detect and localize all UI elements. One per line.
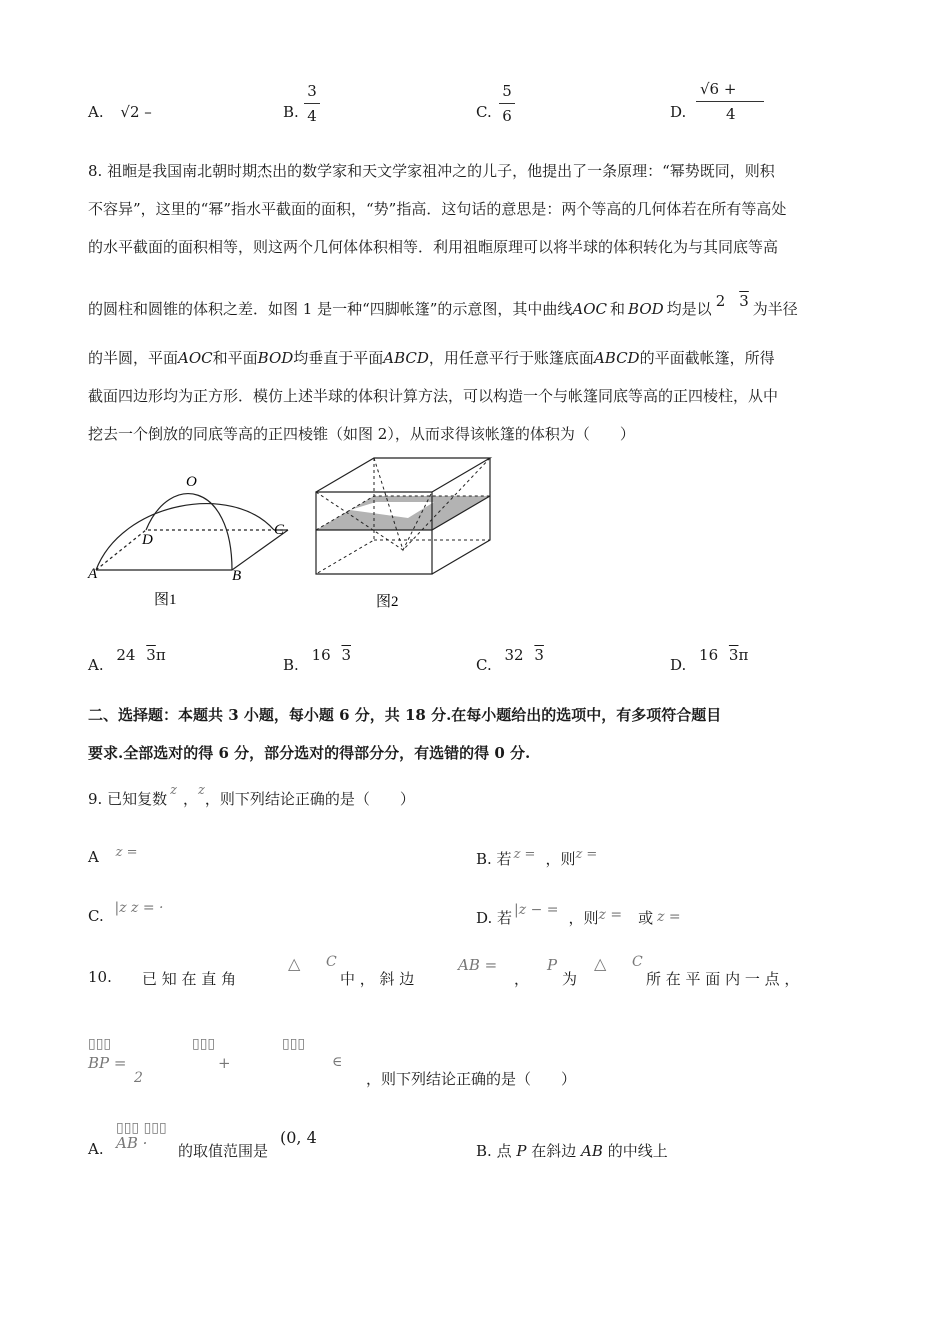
q8-line-7: 挖去一个倒放的同底等高的正四棱锥（如图 2），从而求得该帐篷的体积为（ ） xyxy=(88,425,635,443)
numerator: 3 xyxy=(307,82,317,100)
q10-triangle-1: △ xyxy=(288,954,301,973)
label-o: O xyxy=(186,474,197,490)
figure-2-prism xyxy=(308,450,498,610)
q8-line-1: 8. 祖暅是我国南北朝时期杰出的数学家和天文学家祖冲之的儿子，他提出了一条原理：“幂势既同，则积 xyxy=(88,162,775,180)
radius-value: 2 3 xyxy=(715,292,749,310)
q10-stem-a: 已 知 在 直 角 xyxy=(142,970,237,988)
q10-option-a-range: (0, 4 xyxy=(280,1128,317,1147)
figure-1-tent xyxy=(82,462,302,612)
numerator: √6 + xyxy=(700,80,737,98)
q10-stem-b: 中 ， 斜 边 xyxy=(340,970,415,988)
q10-c-2: C xyxy=(632,954,643,970)
q10-vector-mark-1: ▯▯▯ xyxy=(88,1036,112,1052)
q8-option-a: A. 24 3π xyxy=(88,646,166,674)
q9-option-c: C. |z z = · xyxy=(88,900,164,925)
base-front-edges xyxy=(96,530,288,570)
q8-line-4: 的圆柱和圆锥的体积之差．如图 1 是一种“四脚帐篷”的示意图，其中曲线AOC 和 BOD 均是以 2 3 为半径 xyxy=(88,292,798,318)
q7-option-d-fraction xyxy=(696,80,764,123)
label-b: B xyxy=(232,568,242,584)
q10-stem-d: 为 xyxy=(562,970,578,988)
denominator: 4 xyxy=(726,105,736,123)
denominator: 6 xyxy=(502,107,512,125)
q8-line-6: 截面四边形均为正方形．模仿上述半球的体积计算方法，可以构造一个与帐篷同底等高的正四棱柱，从中 xyxy=(88,387,779,405)
q10-vector-mark-3: ▯▯▯ xyxy=(282,1036,306,1052)
q8-line-2: 不容异”，这里的“幂”指水平截面的面积，“势”指高．这句话的意思是：两个等高的几何体若在所有等高处 xyxy=(88,200,787,218)
q10-vector-mark-2: ▯▯▯ xyxy=(192,1036,216,1052)
q7-option-a: A. √2 – xyxy=(88,103,152,121)
q7-option-c-label: C. xyxy=(476,103,492,121)
q10-option-a: A. xyxy=(88,1140,104,1158)
q8-line-3: 的水平截面的面积相等，则这两个几何体体积相等．利用祖暅原理可以将半球的体积转化为与其同底等高 xyxy=(88,238,779,256)
q10-point-p: P xyxy=(547,956,558,974)
section-2-heading-line-1: 二、选择题：本题共 3 小题，每小题 6 分，共 18 分.在每小题给出的选项中，有多项符合题目 xyxy=(88,706,722,724)
label-d: D xyxy=(142,532,153,548)
figure-2-caption: 图2 xyxy=(376,594,399,610)
fraction-bar xyxy=(499,103,515,104)
q10-in: ∈ xyxy=(332,1054,343,1070)
figure-1-caption: 图1 xyxy=(154,592,177,608)
curve-aoc xyxy=(96,504,274,570)
q7-option-b-label: B. xyxy=(283,103,299,121)
q10-ab-length: AB = xyxy=(458,956,498,974)
q8-option-d: D. 16 3π xyxy=(670,646,749,674)
label-c: C xyxy=(274,522,285,538)
q9-option-b: B. 若 z = ，则z = xyxy=(476,847,598,868)
q9-stem: 9. 已知复数 z ，z，则下列结论正确的是（ ） xyxy=(88,783,415,808)
q8-option-c: C. 32 3 xyxy=(476,646,544,674)
q10-number: 10. xyxy=(88,968,112,986)
q10-option-b: B. 点 P 在斜边 AB 的中线上 xyxy=(476,1142,668,1160)
q10-stem-e: 所 在 平 面 内 一 点 ， xyxy=(646,970,800,988)
prism-top-edges xyxy=(316,458,490,492)
q7-option-a-expr: √2 – xyxy=(120,103,152,121)
fraction-bar xyxy=(304,103,320,104)
q10-option-a-marks: ▯▯▯ ▯▯▯ xyxy=(116,1120,167,1136)
q10-c-1: C xyxy=(326,954,337,970)
q8-option-b: B. 16 3 xyxy=(283,646,351,674)
numerator: 5 xyxy=(502,82,512,100)
q10-option-a-expr: AB · xyxy=(116,1134,148,1152)
label-a: A xyxy=(88,566,98,582)
q9-option-a: A z = xyxy=(88,845,138,866)
q7-option-c-fraction xyxy=(499,82,515,125)
q10-coef-two: 2 xyxy=(134,1070,143,1086)
q9-option-d: D. 若 |z − = ，则z = 或 z = xyxy=(476,902,681,927)
q7-option-d-label: D. xyxy=(670,103,687,121)
q10-stem-c: ， xyxy=(514,970,530,988)
fraction-bar xyxy=(696,101,764,102)
q10-plus: + xyxy=(218,1054,231,1072)
q7-option-b-fraction xyxy=(304,82,320,125)
q10-triangle-2: △ xyxy=(594,954,607,973)
q10-bp-expr: BP = xyxy=(88,1054,127,1072)
q8-line-5: 的半圆，平面AOC和平面BOD均垂直于平面ABCD，用任意平行于账篷底面ABCD的平面截帐篷，所得 xyxy=(88,349,775,367)
section-2-heading-line-2: 要求.全部选对的得 6 分，部分选对的得部分分，有选错的得 0 分. xyxy=(88,744,531,762)
denominator: 4 xyxy=(307,107,317,125)
q10-option-a-mid: 的取值范围是 xyxy=(178,1142,269,1160)
q10-stem-f: ，则下列结论正确的是（ ） xyxy=(366,1070,577,1088)
